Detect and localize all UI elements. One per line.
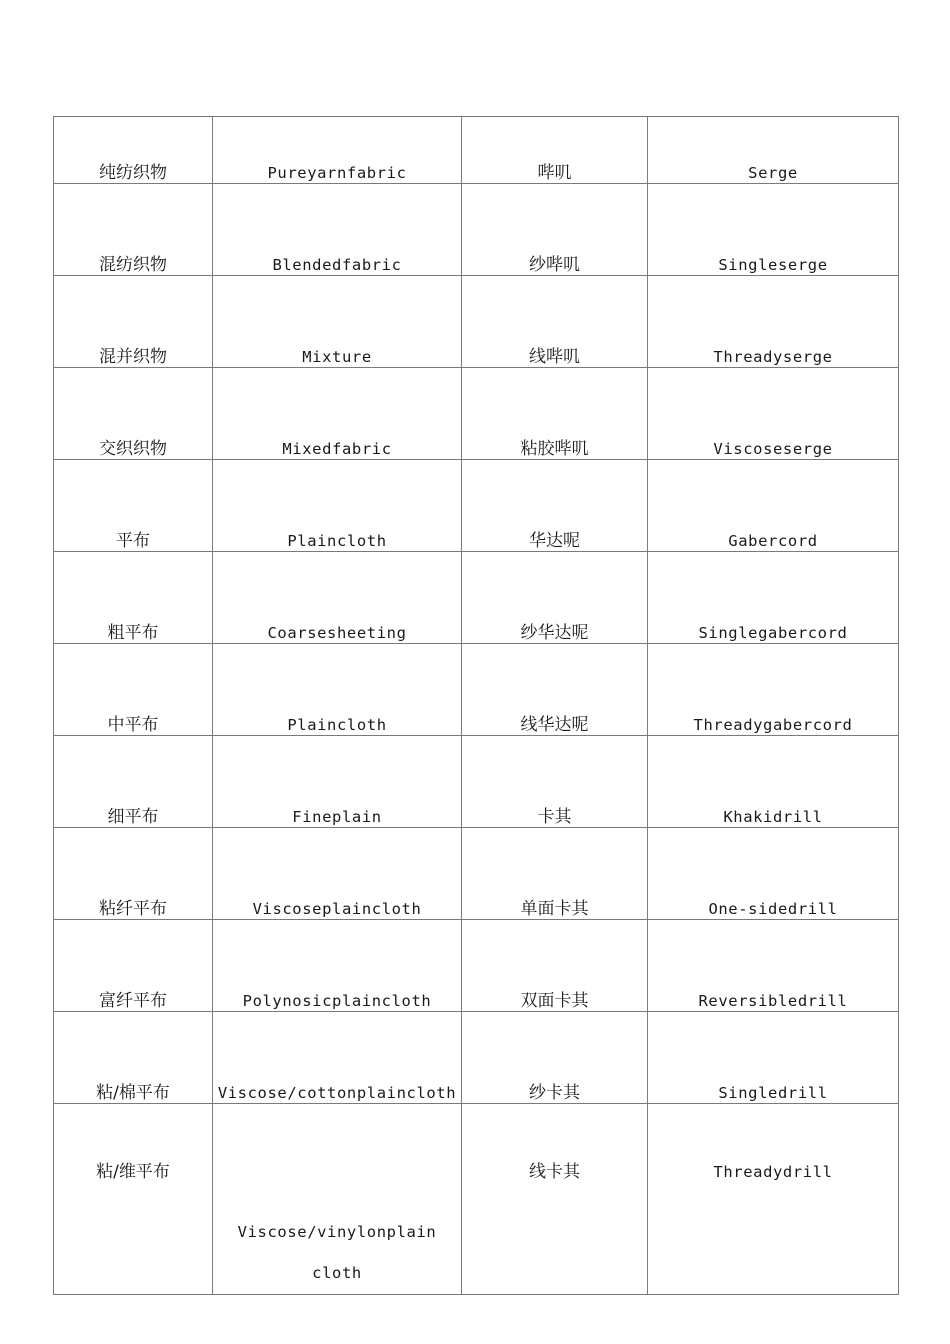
textile-glossary-table: [53, 116, 899, 1295]
term-chinese: 线华达呢: [462, 644, 648, 736]
term-english: Viscoseserge: [648, 368, 899, 460]
term-chinese: 线哔叽: [462, 276, 648, 368]
term-chinese: 混并织物: [54, 276, 213, 368]
term-english: Pureyarnfabric: [213, 117, 462, 184]
term-chinese: 纱哔叽: [462, 184, 648, 276]
term-english: Viscose/cottonplaincloth: [213, 1012, 462, 1104]
table-row: [54, 736, 899, 828]
table-row: [54, 552, 899, 644]
term-chinese: 纱卡其: [462, 1012, 648, 1104]
term-chinese: 中平布: [54, 644, 213, 736]
table-row: [54, 368, 899, 460]
term-english: Gabercord: [648, 460, 899, 552]
term-english: Singleserge: [648, 184, 899, 276]
term-english: Mixedfabric: [213, 368, 462, 460]
term-english: Threadyserge: [648, 276, 899, 368]
term-chinese: 粘纤平布: [54, 828, 213, 920]
table-row: [54, 117, 899, 184]
table-row: [54, 460, 899, 552]
table-row: [54, 184, 899, 276]
term-english: Threadydrill: [648, 1104, 899, 1295]
term-english: Serge: [648, 117, 899, 184]
term-chinese: 线卡其: [462, 1104, 648, 1295]
table-row: [54, 1104, 899, 1295]
table-row: [54, 1012, 899, 1104]
term-chinese: 粘/维平布: [54, 1104, 213, 1295]
term-chinese: 哔叽: [462, 117, 648, 184]
term-english: Plaincloth: [213, 460, 462, 552]
term-chinese: 单面卡其: [462, 828, 648, 920]
term-english: Blendedfabric: [213, 184, 462, 276]
term-english: Polynosicplaincloth: [213, 920, 462, 1012]
term-chinese: 平布: [54, 460, 213, 552]
term-english: Coarsesheeting: [213, 552, 462, 644]
term-english: Plaincloth: [213, 644, 462, 736]
term-english: Threadygabercord: [648, 644, 899, 736]
term-chinese: 混纺织物: [54, 184, 213, 276]
term-chinese: 交织织物: [54, 368, 213, 460]
term-english: Singledrill: [648, 1012, 899, 1104]
table-row: [54, 276, 899, 368]
term-chinese: 粘/棉平布: [54, 1012, 213, 1104]
term-chinese: 纱华达呢: [462, 552, 648, 644]
term-chinese: 卡其: [462, 736, 648, 828]
term-english: Reversibledrill: [648, 920, 899, 1012]
term-chinese: 华达呢: [462, 460, 648, 552]
table-row: [54, 644, 899, 736]
term-english: Fineplain: [213, 736, 462, 828]
term-english: Singlegabercord: [648, 552, 899, 644]
term-chinese: 粘胶哔叽: [462, 368, 648, 460]
term-english: Viscoseplaincloth: [213, 828, 462, 920]
table-row: [54, 828, 899, 920]
term-english: Khakidrill: [648, 736, 899, 828]
term-chinese: 纯纺织物: [54, 117, 213, 184]
term-english: Mixture: [213, 276, 462, 368]
term-chinese: 双面卡其: [462, 920, 648, 1012]
term-chinese: 富纤平布: [54, 920, 213, 1012]
term-english: One-sidedrill: [648, 828, 899, 920]
term-english: Viscose/vinylonplain cloth: [213, 1104, 462, 1295]
term-chinese: 粗平布: [54, 552, 213, 644]
table-row: [54, 920, 899, 1012]
term-chinese: 细平布: [54, 736, 213, 828]
